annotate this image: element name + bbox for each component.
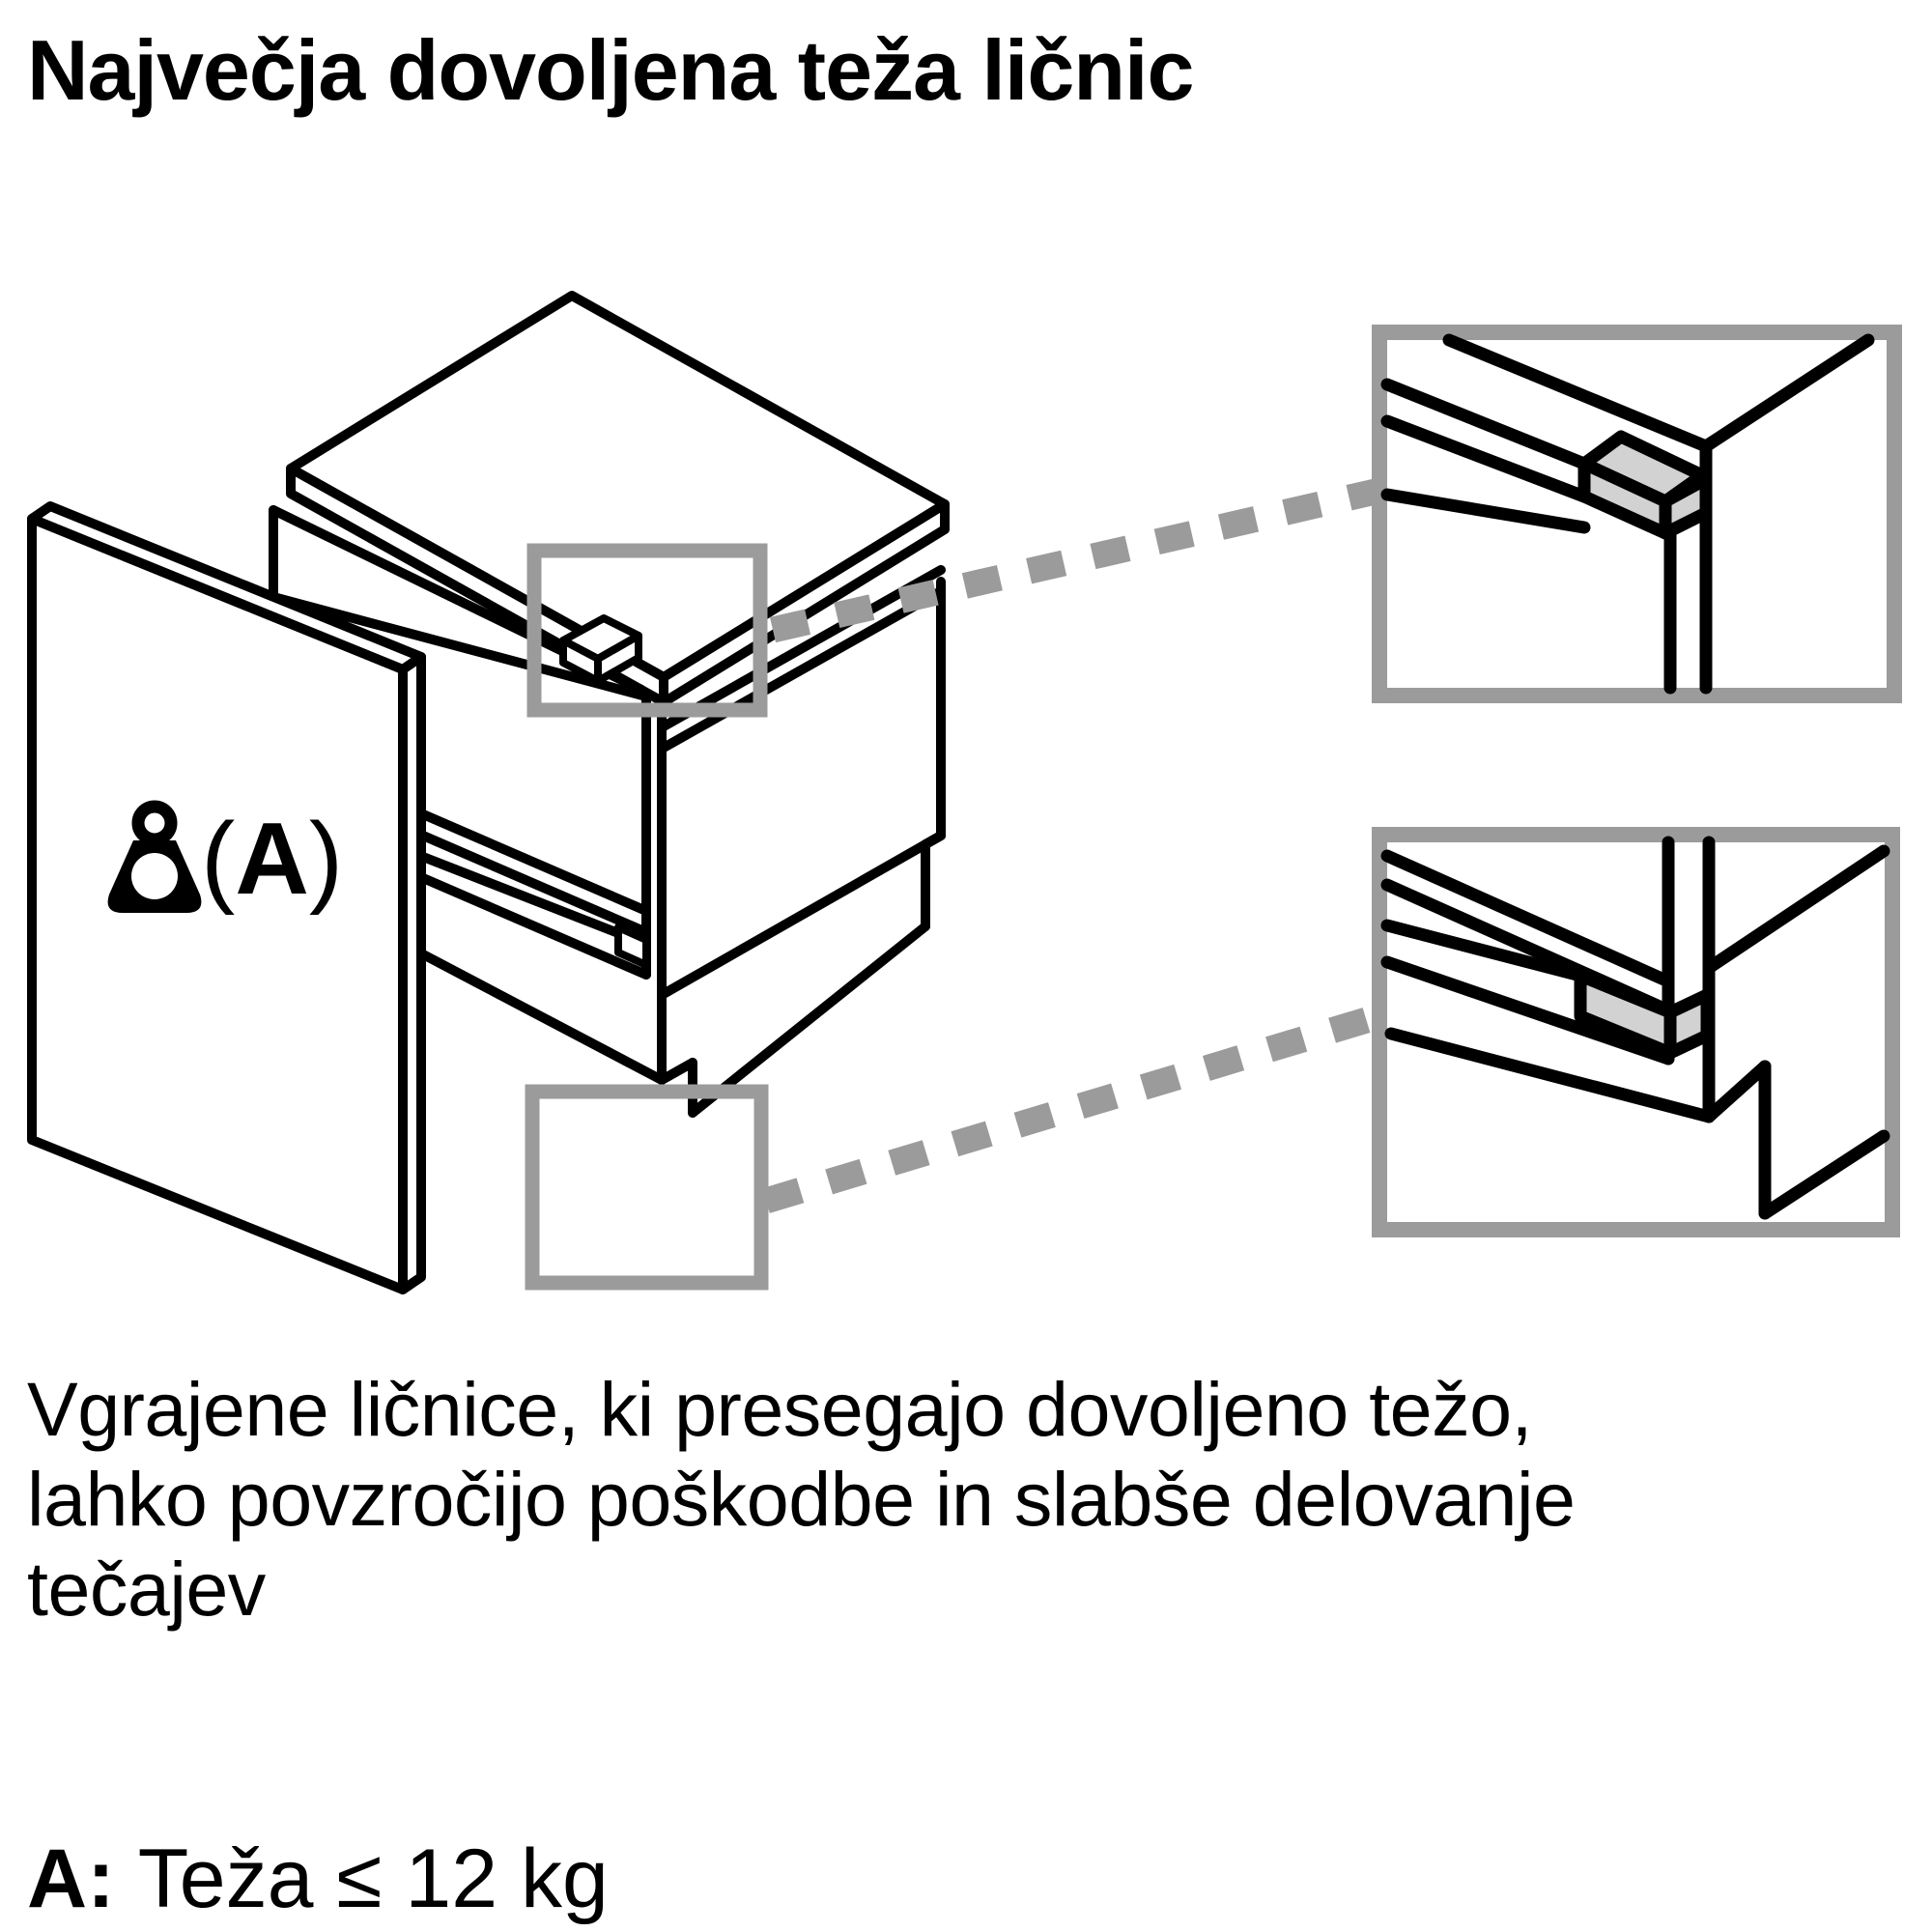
weight-spec-line <box>27 1832 609 1927</box>
bottom-detail-inset <box>1379 835 1892 1230</box>
door-weight-label-letter: A <box>235 802 309 916</box>
warning-paragraph <box>27 1364 1575 1634</box>
warning-paragraph-line1: Vgrajene ličnice, ki presegajo dovoljeno težo, <box>27 1366 1532 1452</box>
bottom-hinge-callout-box <box>532 1092 761 1283</box>
page-title: Največja dovoljena teža ličnic <box>27 22 1194 118</box>
leader-line-bottom <box>766 1016 1379 1201</box>
door-mounting-rails <box>423 814 662 1080</box>
warning-paragraph-line2: lahko povzročijo poškodbe in slabše delovanje <box>27 1456 1576 1542</box>
warning-paragraph-line3: tečajev <box>27 1546 266 1632</box>
cabinet-front-corner <box>646 696 662 1080</box>
door-weight-label-close: ) <box>308 802 344 916</box>
door-weight-label-open: ( <box>201 802 236 916</box>
top-detail-inset <box>1379 332 1894 696</box>
door-weight-label <box>201 796 343 922</box>
weight-spec-label: A: <box>27 1833 115 1925</box>
weight-spec-value: Teža ≤ 12 kg <box>137 1833 609 1925</box>
